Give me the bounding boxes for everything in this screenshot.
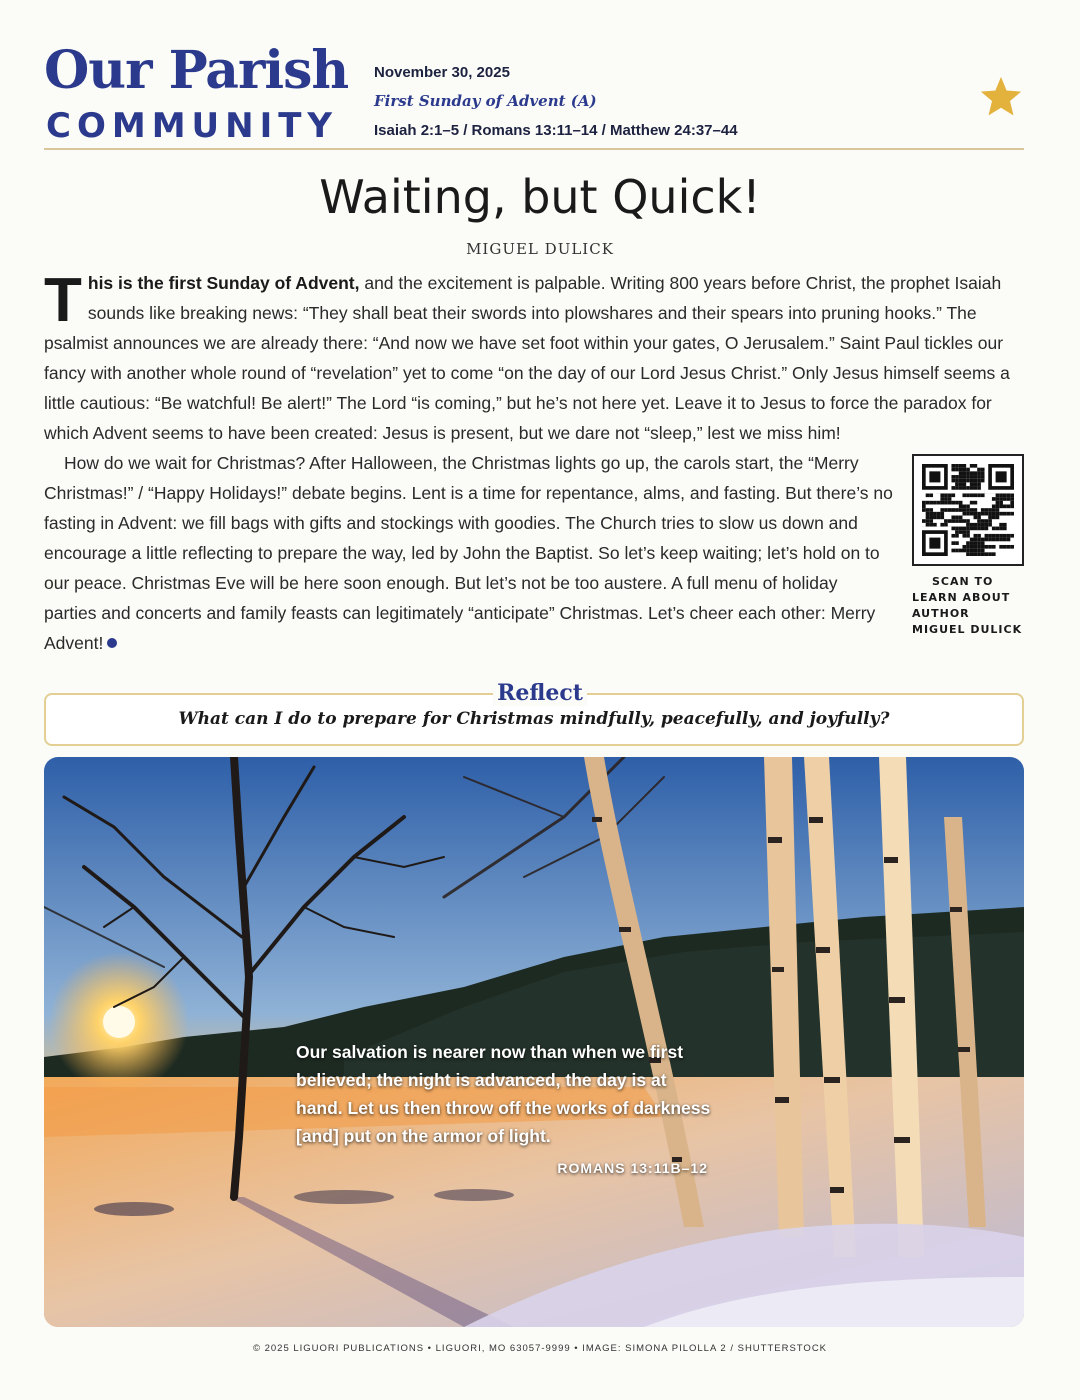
star-icon — [978, 74, 1024, 120]
article-paragraph-1 — [44, 268, 1024, 448]
issue-info — [374, 58, 738, 145]
qr-block — [912, 454, 1024, 638]
lead-in: his is the first Sunday of Advent, — [87, 273, 360, 293]
masthead — [44, 40, 1024, 150]
article-body — [44, 268, 1024, 658]
masthead-divider — [44, 148, 1024, 150]
paragraph-2-text: How do we wait for Christmas? After Halloween, the Christmas lights go up, the carols start, the “Merry Christmas!” / “Happy Holidays!” debate begins. Lent is a time for repentance, alms, and fasting. But there’s no fasting in Advent: we fill bags with gifts and stockings with goodies. The Church tries to slow us down and encourage a little reflecting to prepare the way, led by John the Baptist. So let’s keep waiting; let’s hold on to our peace. Christmas Eve will be here soon enough. But let’s not be too austere. A full menu of holiday parties and concerts and family feasts can legitimately “anticipate” Christmas. Let’s cheer each other: Merry Advent! — [44, 453, 893, 653]
scripture-quote: Our salvation is nearer now than when we first believed; the night is advanced, the day is at hand. Let us then throw off the works of darkness [and] put on the armor of light. — [296, 1042, 711, 1146]
reflect-heading: Reflect — [0, 680, 1080, 706]
issue-date: November 30, 2025 — [374, 64, 510, 81]
qr-caption: SCAN TO LEARN ABOUT AUTHOR MIGUEL DULICK — [912, 575, 1023, 636]
scripture-readings: Isaiah 2:1–5 / Romans 13:11–14 / Matthew 24:37–44 — [374, 122, 738, 139]
reflect-question: What can I do to prepare for Christmas mindfully, peacefully, and joyfully? — [178, 709, 890, 729]
article-paragraph-2 — [44, 448, 1024, 658]
liturgical-day: First Sunday of Advent (A) — [374, 92, 597, 110]
end-mark — [107, 638, 117, 648]
qr-code-icon — [922, 464, 1014, 556]
article-author: MIGUEL DULICK — [466, 240, 614, 258]
copyright-footer: © 2025 LIGUORI PUBLICATIONS • LIGUORI, MO 63057-9999 • IMAGE: SIMONA PILOLLA 2 / SHUTTERSTOCK — [252, 1343, 828, 1354]
article-title: Waiting, but Quick! — [319, 170, 761, 224]
qr-code[interactable] — [912, 454, 1024, 566]
scripture-citation: ROMANS 13:11B–12 — [557, 1160, 708, 1176]
drop-cap: T — [44, 266, 82, 335]
paragraph-1-text: and the excitement is palpable. Writing 800 years before Christ, the prophet Isaiah sounds like breaking news: “They shall beat their swords into plowshares and their spears into pruning hooks.” The psalmist announces we are already there: “And now we have set foot within your gates, O Jerusalem.” Saint Paul tickles our fancy with another whole round of “revelation” yet to come “on the day of our Lord Jesus Christ.” Only Jesus himself seems a little cautious: “Be watchful! Be alert!” The Lord “is coming,” but he’s not here yet. Leave it to Jesus to force the paradox for which Advent seems to have been created: Jesus is present, but we dare not “sleep,” lest we miss him! — [44, 273, 1010, 443]
logo-title: Our Parish — [44, 40, 349, 101]
logo-subtitle: COMMUNITY — [46, 106, 339, 146]
